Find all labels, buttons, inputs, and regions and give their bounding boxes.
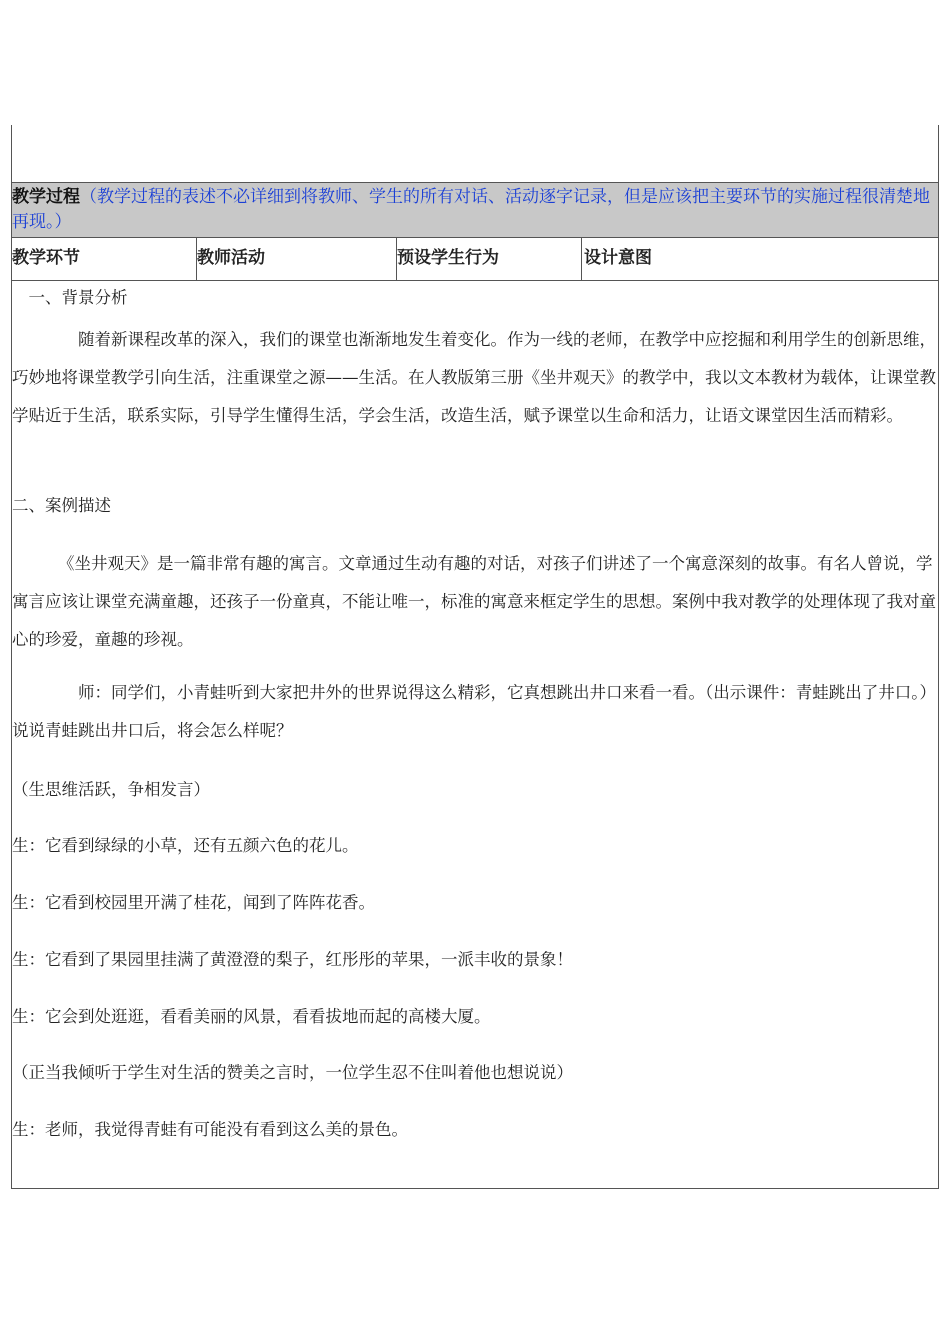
header-student-behavior: 预设学生行为 [397,238,582,280]
empty-top-row [12,125,938,183]
header-teacher-activity: 教师活动 [197,238,397,280]
student-answer-1: 生：它看到绿绿的小草，还有五颜六色的花儿。 [12,836,359,855]
teaching-process-row [12,183,938,238]
note-1: （生思维活跃，争相发言） [12,780,210,799]
process-label: 教学过程 [12,187,80,207]
header-design-intent: 设计意图 [584,248,652,268]
student-answer-5: 生：老师，我觉得青蛙有可能没有看到这么美的景色。 [12,1120,408,1139]
process-note: （教学过程的表述不必详细到将教师、学生的所有对话、活动逐字记录，但是应该把主要环节的实施过程很清楚地再现。） [12,187,930,232]
section1-title: 一、背景分析 [12,288,128,307]
table-header-row [12,238,938,281]
student-answer-4: 生：它会到处逛逛，看看美丽的风景，看看拔地而起的高楼大厦。 [12,1007,491,1026]
section2-body: 《坐井观天》是一篇非常有趣的寓言。文章通过生动有趣的对话，对孩子们讲述了一个寓意深刻的故事。有名人曾说，学寓言应该让课堂充满童趣，还孩子一份童真，不能让唯一，标准的寓意来框定学生的思想。案例中我对教学的处理体现了我对童心的珍爱，童趣的珍视。 [12,554,936,649]
section2-title: 二、案例描述 [12,496,111,515]
header-teaching-stage: 教学环节 [12,238,197,280]
lesson-table [11,125,939,1189]
section1-body: 随着新课程改革的深入，我们的课堂也渐渐地发生着变化。作为一线的老师，在教学中应挖掘和利用学生的创新思维，巧妙地将课堂教学引向生活，注重课堂之源——生活。在人教版第三册《坐井观天》的教学中，我以文本教材为载体，让课堂教学贴近于生活，联系实际，引导学生懂得生活，学会生活，改造生活，赋予课堂以生命和活力，让语文课堂因生活而精彩。 [12,330,936,425]
teacher-line: 师：同学们，小青蛙听到大家把井外的世界说得这么精彩，它真想跳出井口来看一看。（出示课件：青蛙跳出了井口。）说说青蛙跳出井口后，将会怎么样呢？ [12,683,936,740]
note-2: （正当我倾听于学生对生活的赞美之言时，一位学生忍不住叫着他也想说说） [12,1063,573,1082]
student-answer-2: 生：它看到校园里开满了桂花，闻到了阵阵花香。 [12,893,375,912]
student-answer-3: 生：它看到了果园里挂满了黄澄澄的梨子，红彤彤的苹果，一派丰收的景象！ [12,950,573,969]
